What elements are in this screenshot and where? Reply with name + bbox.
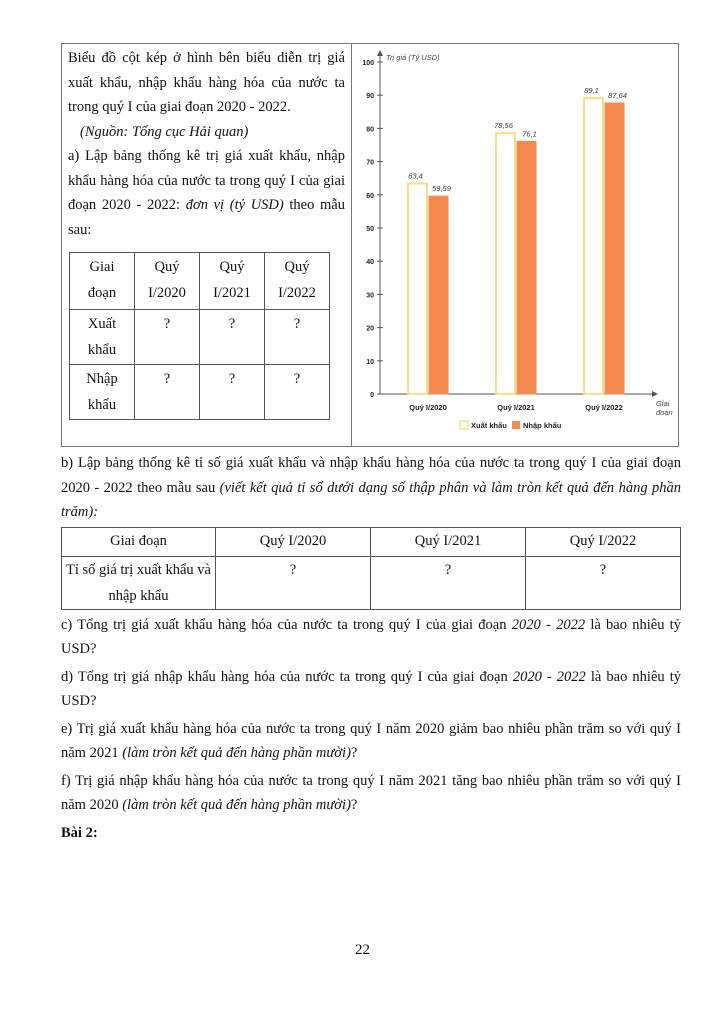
bar-import — [429, 196, 448, 394]
page-number: 22 — [355, 942, 370, 958]
table-b-header-cell: Quý I/2020 — [216, 527, 371, 556]
y-tick-label: 0 — [370, 392, 374, 399]
part-c-text — [61, 613, 681, 662]
data-label: 78,56 — [494, 121, 513, 131]
table-b-row-label: Tỉ số giá trị xuất khẩu và nhập khẩu — [62, 556, 216, 609]
part-e-main: e) Trị giá xuất khẩu hàng hóa của nước ta trong quý I năm 2020 giảm bao nhiêu phần trăm so với quý I năm 2021 — [61, 720, 681, 761]
part-a-main: a) Lập bảng thống kê trị giá xuất khẩu, nhập khẩu hàng hóa của nước ta trong quý I của giai đoạn 2020 - 2022: — [68, 148, 345, 213]
y-tick-label: 20 — [366, 325, 374, 333]
table-a-row — [70, 365, 330, 420]
y-tick-label: 80 — [366, 126, 374, 134]
part-f-note: (làm tròn kết quả đến hàng phần mười) — [122, 797, 351, 813]
data-label: 89,1 — [584, 86, 599, 96]
table-a-header-cell: Quý I/2020 — [135, 253, 200, 310]
bar-export — [584, 98, 603, 394]
data-label: 59,59 — [432, 184, 451, 194]
table-a-cell: Nhập khẩu — [70, 365, 135, 420]
table-b — [61, 527, 681, 610]
y-tick-label: 70 — [366, 159, 374, 167]
table-a-header-cell: Quý I/2021 — [200, 253, 265, 310]
x-axis-title-line2: đoạn — [656, 408, 673, 417]
table-a-cell: ? — [265, 310, 330, 365]
part-b-main: b) Lập bảng thống kê tỉ số giá xuất khẩu và nhập khẩu hàng hóa của nước ta trong quý I của giai đoạn 2020 - 2022 theo mẫu sau — [61, 455, 681, 496]
y-axis-arrow — [377, 50, 383, 56]
x-tick-label: Quý I/2022 — [585, 403, 623, 412]
bar-import — [517, 141, 536, 394]
bar-export — [408, 184, 427, 394]
y-tick-label: 50 — [366, 226, 374, 233]
table-b-cell: ? — [526, 556, 681, 609]
part-c-range: 2020 - 2022 — [511, 616, 586, 633]
source-note: (Nguồn: Tổng cục Hải quan) — [80, 123, 249, 140]
table-a-row — [70, 310, 330, 365]
table-b-cell: ? — [216, 556, 371, 609]
legend-label-export: Xuất khẩu — [471, 421, 507, 430]
part-c-tail: là bao nhiêu tỷ USD? — [61, 616, 681, 657]
document-page — [61, 43, 681, 845]
chart-cell — [352, 44, 678, 446]
part-f-main: f) Trị giá nhập khẩu hàng hóa của nước ta trong quý I năm 2021 tăng bao nhiêu phần trăm so với quý I năm 2020 — [61, 772, 681, 813]
part-e-text — [61, 717, 681, 766]
y-tick-label: 90 — [366, 93, 374, 101]
table-b-header-cell: Quý I/2022 — [526, 527, 681, 556]
x-tick-label: Quý I/2021 — [497, 403, 535, 412]
part-e-end: ? — [350, 745, 358, 761]
x-tick-label: Quý I/2020 — [409, 403, 447, 412]
x-axis-title-line1: Giai — [656, 399, 670, 408]
part-d-main: d) Tổng trị giá nhập khẩu hàng hóa của nước ta trong quý I của giai đoạn — [61, 668, 513, 685]
table-b-header-cell: Quý I/2021 — [371, 527, 526, 556]
table-b-cell: ? — [371, 556, 526, 609]
part-f-end: ? — [350, 797, 358, 813]
y-tick-label: 10 — [366, 358, 374, 366]
intro-paragraph: Biểu đồ cột kép ở hình bên biểu diễn trị giá xuất khẩu, nhập khẩu hàng hóa của nước ta trong quý I của giai đoạn 2020 - 2022. — [68, 50, 345, 115]
table-a-cell: Xuất khẩu — [70, 310, 135, 365]
y-tick-label: 40 — [366, 259, 374, 267]
table-a-cell: ? — [135, 310, 200, 365]
y-tick-label: 30 — [366, 292, 374, 300]
legend-swatch-export — [460, 421, 468, 429]
part-f-text — [61, 769, 681, 818]
legend-swatch-import — [512, 421, 520, 429]
table-b-header-row — [62, 527, 681, 556]
problem-text-cell — [62, 44, 352, 446]
y-tick-label: 60 — [366, 192, 374, 200]
table-a-cell: ? — [135, 365, 200, 420]
bar-chart — [352, 44, 677, 444]
problem-box — [61, 43, 679, 447]
table-a-header-cell: Quý I/2022 — [265, 253, 330, 310]
data-label: 87,64 — [608, 91, 627, 101]
table-a-cell: ? — [265, 365, 330, 420]
table-a-cell: ? — [200, 310, 265, 365]
data-label: 76,1 — [522, 129, 537, 139]
part-a-text — [68, 144, 345, 242]
exercise-heading: Bài 2: — [61, 824, 98, 841]
table-b-header-cell: Giai đoạn — [62, 527, 216, 556]
y-tick-label: 100 — [362, 60, 374, 67]
part-a-unit: đơn vị (tỷ USD) — [185, 197, 284, 213]
table-a — [69, 252, 330, 420]
part-d-tail: là bao nhiêu tỷ USD? — [61, 668, 681, 709]
bar-export — [496, 133, 515, 394]
part-b-note: (viết kết quả tỉ số dưới dạng số thập phân và làm tròn kết quả đến hàng phần trăm): — [61, 479, 681, 520]
x-axis-arrow — [652, 391, 658, 397]
part-d-range: 2020 - 2022 — [512, 668, 586, 685]
data-label: 63,4 — [408, 171, 423, 181]
table-a-header-cell: Giai đoạn — [70, 253, 135, 310]
legend-label-import: Nhập khẩu — [523, 421, 562, 430]
table-a-header-row — [70, 253, 330, 310]
part-b-text — [61, 451, 681, 525]
table-b-row — [62, 556, 681, 609]
part-e-note: (làm tròn kết quả đến hàng phần mười) — [122, 745, 351, 761]
y-axis-title: Trị giá (Tỷ USD) — [386, 53, 440, 62]
part-c-main: c) Tổng trị giá xuất khẩu hàng hóa của nước ta trong quý I của giai đoạn — [61, 616, 512, 633]
part-d-text — [61, 665, 681, 714]
part-a-tail: theo mẫu sau: — [68, 197, 345, 238]
bar-import — [605, 103, 624, 394]
table-a-cell: ? — [200, 365, 265, 420]
